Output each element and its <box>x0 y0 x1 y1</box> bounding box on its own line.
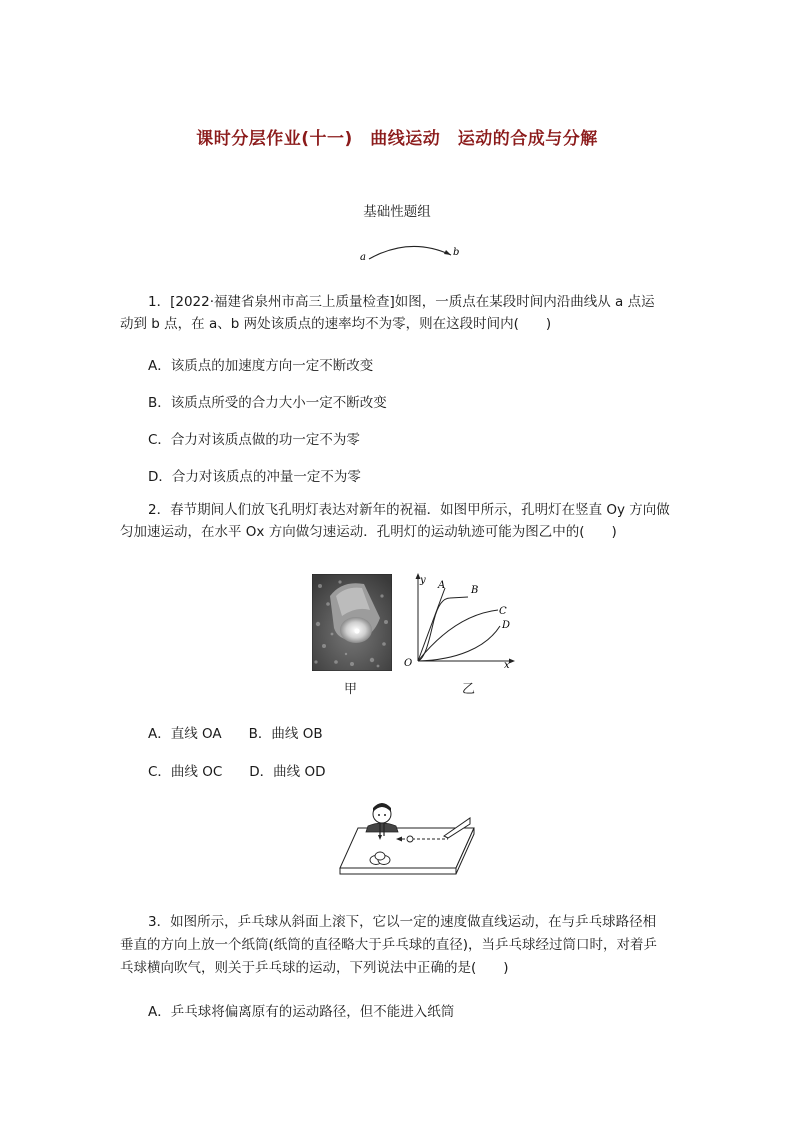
fig-caption-jia: 甲 <box>344 682 358 697</box>
graph-label-d: D <box>502 620 511 631</box>
q2-stem-line2: 匀加速运动，在水平 Ox 方向做匀速运动．孔明灯的运动轨迹可能为图乙中的( ) <box>120 524 617 540</box>
q1-stem-line1: 1．[2022·福建省泉州市高三上质量检查]如图，一质点在某段时间内沿曲线从 a 点运 <box>148 294 655 310</box>
q3-stem-line1: 3．如图所示，乒乓球从斜面上滚下，它以一定的速度做直线运动，在与乒乓球路径相 <box>148 914 657 930</box>
q1-option-c: C．合力对该质点做的功一定不为零 <box>148 432 360 448</box>
sky-lantern-photo <box>312 574 392 671</box>
section-heading: 基础性题组 <box>363 204 431 220</box>
q1-label-b: b <box>453 247 460 258</box>
q1-curve-figure <box>355 240 465 266</box>
q1-curve-arrowhead <box>444 250 451 255</box>
graph-label-y: y <box>420 575 426 586</box>
trajectory-graph <box>398 568 522 670</box>
graph-label-c: C <box>499 606 507 617</box>
q2-stem-line1: 2．春节期间人们放飞孔明灯表达对新年的祝福．如图甲所示，孔明灯在竖直 Oy 方向做 <box>148 502 670 518</box>
q3-stem-line3: 乓球横向吹气，则关于乒乓球的运动，下列说法中正确的是( ) <box>120 960 509 976</box>
curve-od <box>418 626 500 661</box>
line-oa <box>418 588 445 661</box>
x-axis-arrow <box>509 659 515 664</box>
q1-curve-path <box>369 246 451 259</box>
q1-label-a: a <box>360 252 366 263</box>
page-title: 课时分层作业(十一) 曲线运动 运动的合成与分解 <box>196 129 598 149</box>
q1-stem-line2: 动到 b 点，在 a、b 两处该质点的速率均不为零，则在这段时间内( ) <box>120 316 552 332</box>
ping-pong-setup-figure <box>336 800 480 882</box>
fig-caption-yi: 乙 <box>462 682 476 697</box>
q1-option-b: B．该质点所受的合力大小一定不断改变 <box>148 395 387 411</box>
q3-stem-line2: 垂直的方向上放一个纸筒(纸筒的直径略大于乒乓球的直径)，当乒乓球经过筒口时，对着乒 <box>120 937 658 953</box>
table-front <box>340 868 456 874</box>
lantern-flame <box>354 628 359 633</box>
ping-pong-ball <box>407 836 413 842</box>
q1-option-d: D．合力对该质点的冲量一定不为零 <box>148 469 361 485</box>
graph-label-x: x <box>504 660 510 670</box>
q1-option-a: A．该质点的加速度方向一定不断改变 <box>148 358 374 374</box>
q2-options-row2: C．曲线 OC D．曲线 OD <box>148 764 326 780</box>
q2-options-row1: A．直线 OA B．曲线 OB <box>148 726 323 742</box>
graph-label-b: B <box>471 585 479 596</box>
graph-label-a: A <box>438 580 446 591</box>
graph-label-o: O <box>404 658 413 669</box>
q3-option-a: A．乒乓球将偏离原有的运动路径，但不能进入纸筒 <box>148 1004 455 1020</box>
